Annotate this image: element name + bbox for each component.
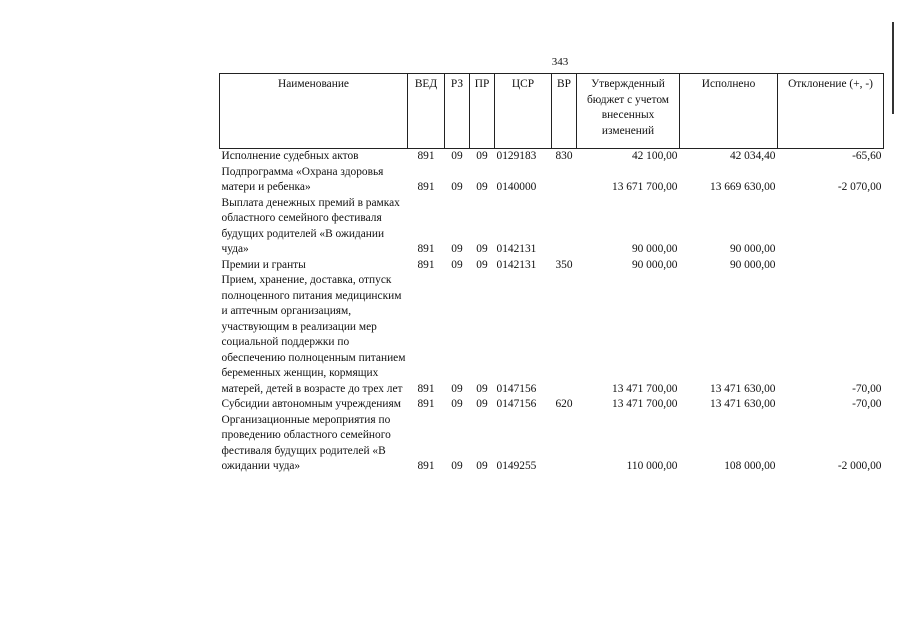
- cell-executed: 13 669 630,00: [710, 181, 776, 193]
- cell-approved: 90 000,00: [631, 258, 678, 271]
- cell-ved: 891: [417, 150, 435, 162]
- cell-csr: 0147156: [496, 398, 537, 410]
- table-row: [220, 196, 884, 258]
- table-row: [220, 258, 884, 274]
- cell-csr: 0142131: [496, 258, 537, 271]
- page-number: 343: [551, 56, 569, 68]
- cell-csr: 0142131: [496, 243, 537, 255]
- cell-pr: 09: [476, 398, 488, 410]
- cell-vr: [552, 196, 577, 258]
- cell-approved: 90 000,00: [631, 243, 678, 255]
- cell-name: Организационные мероприятия по проведению областного семейного фестиваля будущих родителей «В ожидании чуда»: [221, 413, 391, 472]
- cell-ved: 891: [417, 460, 435, 472]
- cell-deviation: -70,00: [852, 398, 882, 410]
- table-row: [220, 165, 884, 196]
- cell-csr: 0147156: [496, 382, 537, 395]
- cell-executed: 42 034,40: [729, 150, 776, 162]
- cell-approved: 13 671 700,00: [612, 181, 678, 193]
- cell-executed: 90 000,00: [729, 258, 776, 271]
- header-approved: Утвержденный бюджет с учетом внесенных изменений: [577, 74, 680, 149]
- header-ved: ВЕД: [408, 74, 445, 149]
- cell-pr: 09: [476, 258, 488, 271]
- cell-name: Подпрограмма «Охрана здоровья матери и ребенка»: [221, 165, 384, 193]
- cell-name: Субсидии автономным учреждениям: [221, 398, 401, 410]
- cell-pr: 09: [476, 243, 488, 255]
- scan-edge-line: [892, 22, 894, 114]
- cell-rz: 09: [451, 398, 463, 410]
- header-csr: ЦСР: [495, 74, 552, 149]
- table-row: [220, 273, 884, 397]
- table-body: [220, 149, 884, 475]
- cell-vr: 350: [555, 258, 573, 271]
- cell-vr: [552, 273, 577, 397]
- cell-rz: 09: [451, 181, 463, 193]
- header-rz: РЗ: [445, 74, 470, 149]
- cell-deviation: -65,60: [852, 150, 882, 162]
- cell-csr: 0129183: [496, 150, 537, 162]
- cell-rz: 09: [451, 460, 463, 472]
- header-deviation: Отклонение (+, -): [778, 74, 884, 149]
- table-row: [220, 397, 884, 413]
- table-row: [220, 149, 884, 165]
- cell-name: Прием, хранение, доставка, отпуск полноценного питания медицинским и аптечным организациям, участвующим в реализации мер социальной поддержки по обеспечению полноценным питанием беременных женщин, кормящих матерей, детей в возрасте до трех лет: [221, 274, 406, 395]
- cell-vr: [552, 165, 577, 196]
- cell-executed: 13 471 630,00: [710, 382, 776, 395]
- cell-ved: 891: [417, 382, 435, 395]
- cell-executed: 108 000,00: [724, 460, 776, 472]
- header-pr: ПР: [470, 74, 495, 149]
- header-name: Наименование: [220, 74, 408, 149]
- cell-ved: 891: [417, 258, 435, 271]
- cell-name: Выплата денежных премий в рамках областного семейного фестиваля будущих родителей «В ожидании чуда»: [221, 196, 400, 255]
- cell-deviation: [778, 258, 884, 274]
- cell-deviation: -2 070,00: [837, 181, 882, 193]
- cell-name: Премии и гранты: [221, 258, 306, 271]
- table-header-row: [220, 74, 884, 149]
- cell-deviation: -2 000,00: [837, 460, 882, 472]
- header-vr: ВР: [552, 74, 577, 149]
- cell-rz: 09: [451, 258, 463, 271]
- header-executed: Исполнено: [680, 74, 778, 149]
- cell-rz: 09: [451, 382, 463, 395]
- cell-rz: 09: [451, 150, 463, 162]
- cell-approved: 13 471 700,00: [612, 398, 678, 410]
- cell-pr: 09: [476, 150, 488, 162]
- cell-executed: 90 000,00: [729, 243, 776, 255]
- table-row: [220, 413, 884, 475]
- cell-vr: [552, 413, 577, 475]
- cell-approved: 13 471 700,00: [612, 382, 678, 395]
- cell-vr: 620: [555, 398, 573, 410]
- cell-csr: 0149255: [496, 460, 537, 472]
- cell-deviation: [778, 196, 884, 258]
- cell-name: Исполнение судебных актов: [221, 150, 359, 162]
- cell-ved: 891: [417, 398, 435, 410]
- cell-approved: 42 100,00: [631, 150, 678, 162]
- cell-ved: 891: [417, 181, 435, 193]
- cell-rz: 09: [451, 243, 463, 255]
- cell-approved: 110 000,00: [626, 460, 678, 472]
- cell-pr: 09: [476, 460, 488, 472]
- cell-executed: 13 471 630,00: [710, 398, 776, 410]
- cell-csr: 0140000: [496, 181, 537, 193]
- cell-ved: 891: [417, 243, 435, 255]
- cell-pr: 09: [476, 382, 488, 395]
- cell-pr: 09: [476, 181, 488, 193]
- cell-vr: 830: [555, 150, 573, 162]
- cell-deviation: -70,00: [852, 382, 882, 395]
- budget-table: [219, 73, 884, 475]
